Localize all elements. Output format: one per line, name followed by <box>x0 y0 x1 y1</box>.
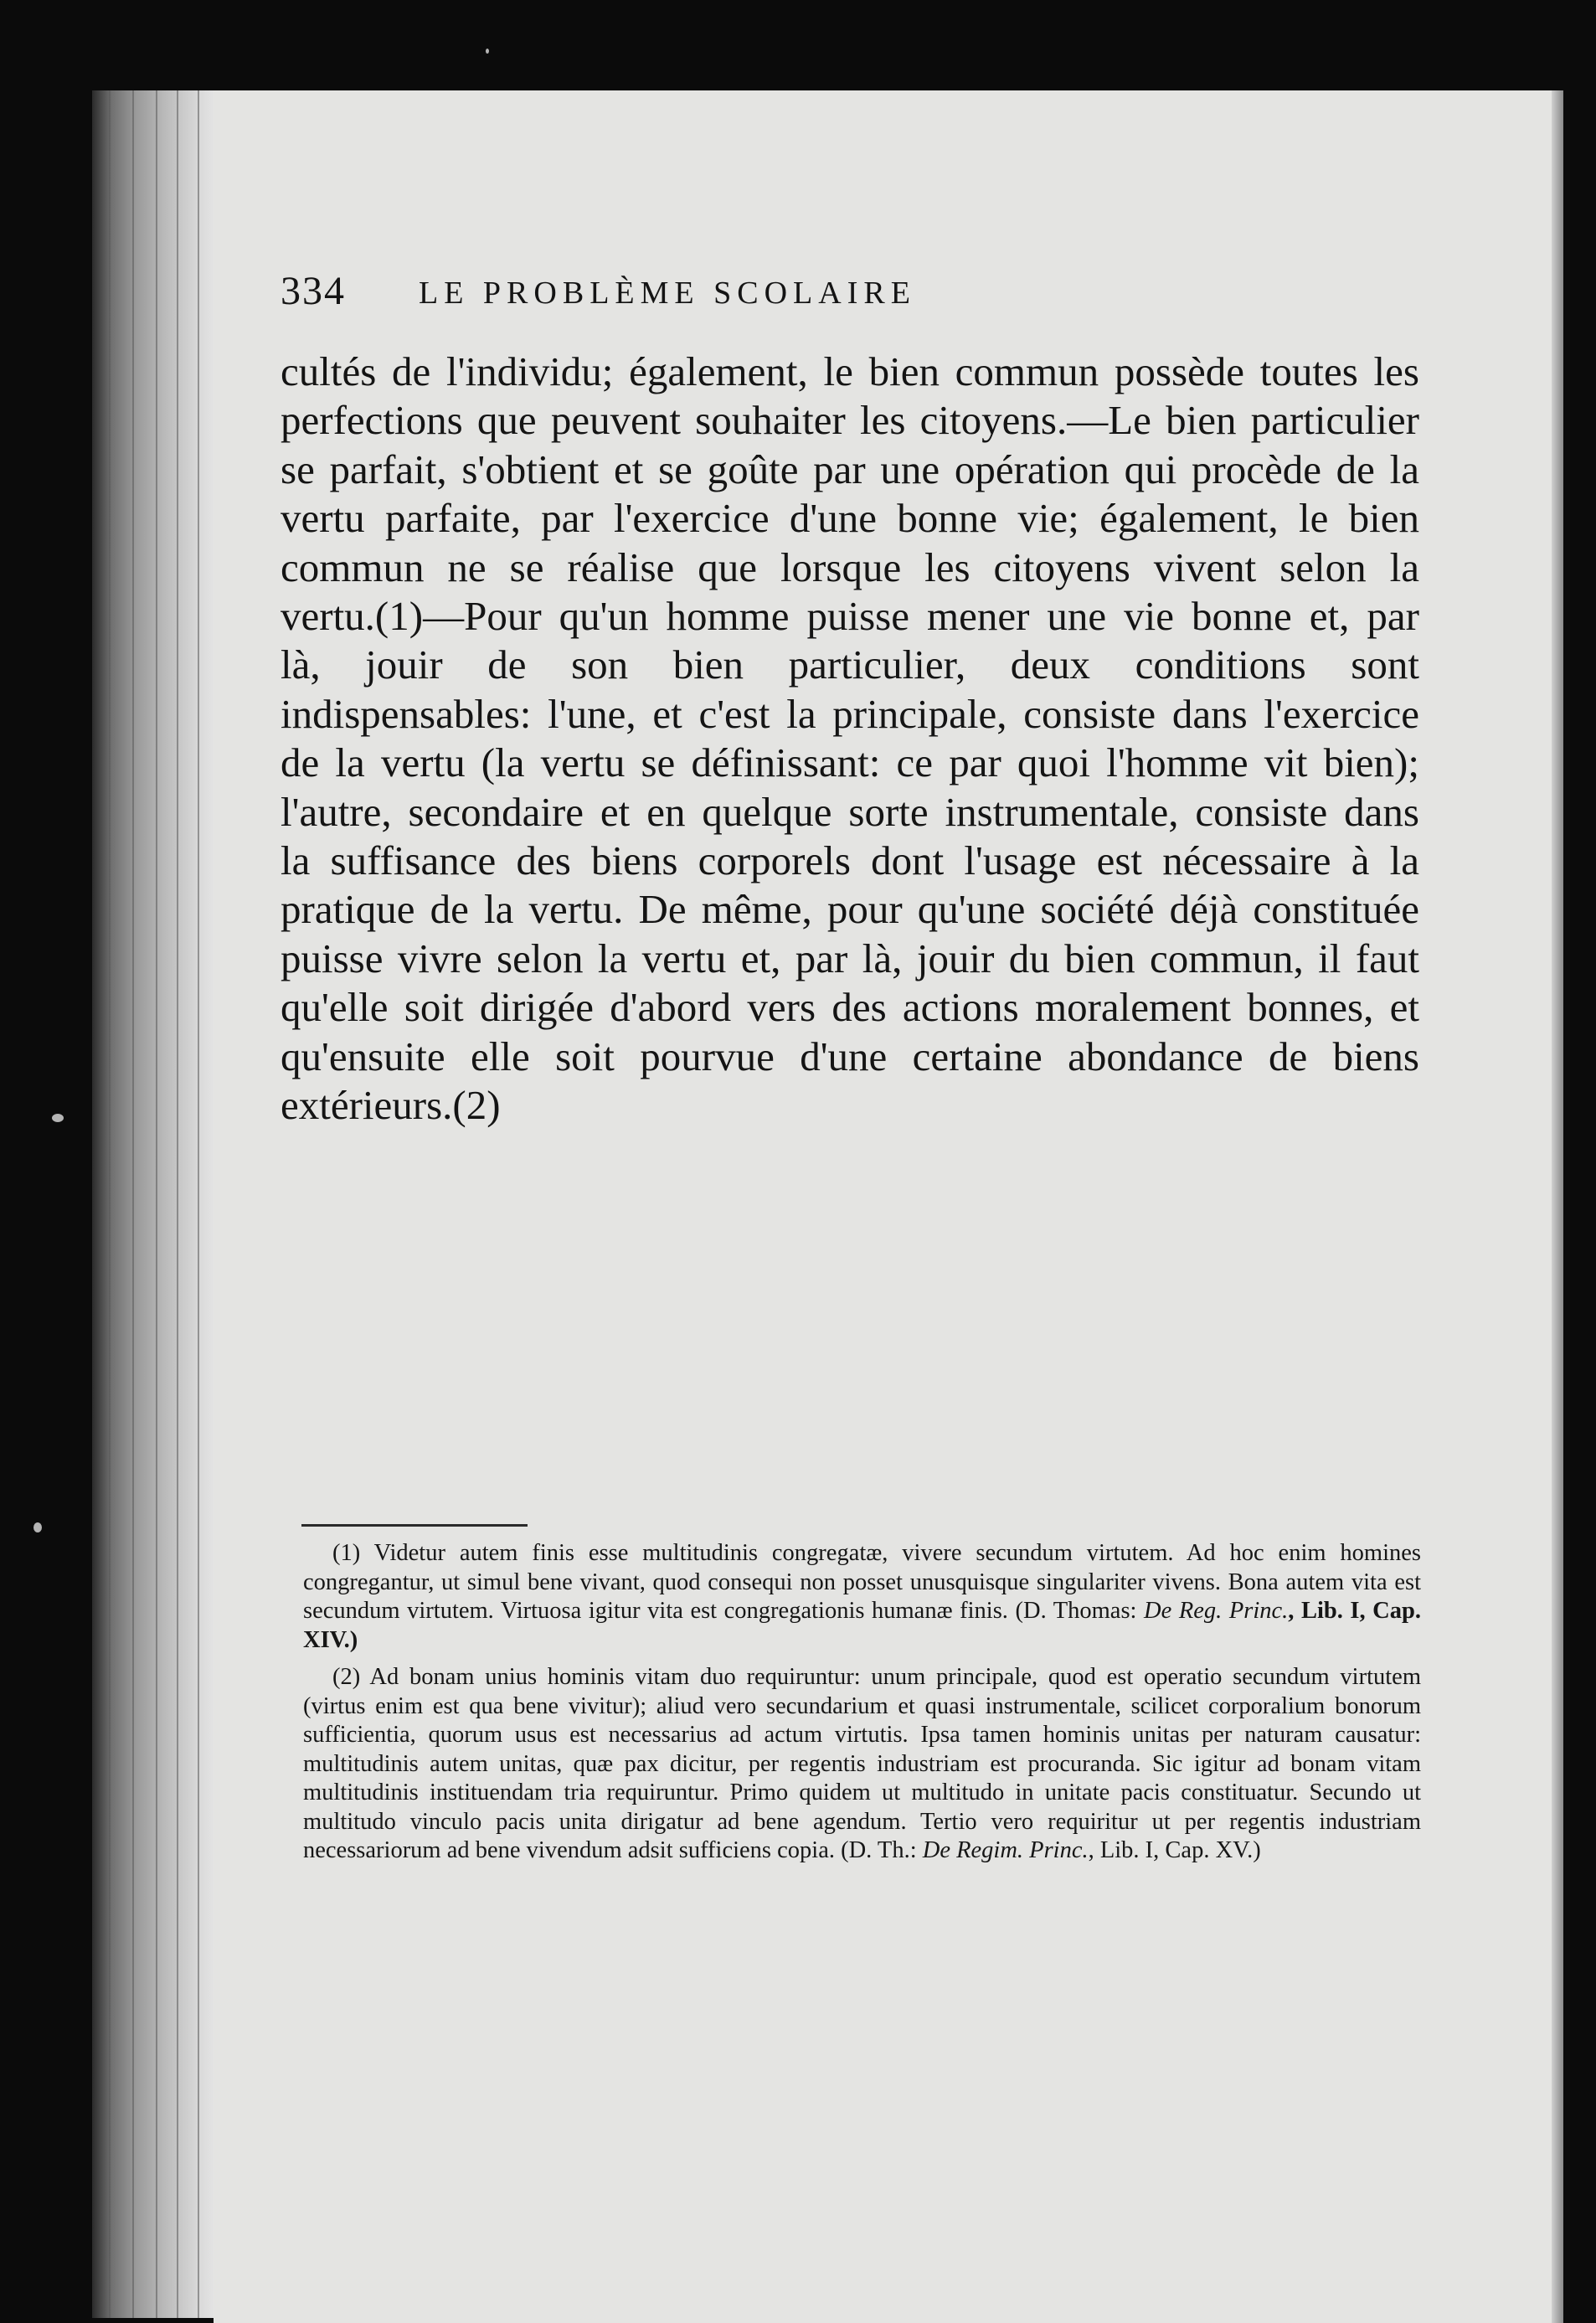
page-header <box>281 268 1496 318</box>
footnotes <box>303 1539 1421 1876</box>
page-number: 334 <box>281 269 346 313</box>
page-edge-shadow <box>1552 90 1563 2323</box>
footnote-1-source-title: De Reg. Princ. <box>1144 1598 1289 1624</box>
footnote-1-source-ref: , Lib. I, Cap. XIV.) <box>303 1598 1421 1653</box>
footnote-2 <box>303 1663 1421 1866</box>
footnote-2-text: (2) Ad bonam unius hominis vitam duo requiruntur: unum principale, quod est operatio secundum virtutem (virtus enim est qua bene vivitur); aliud vero secundarium et quasi instrumentale, scilicet corporalium bonorum sufficientia, quorum usus est necessarius ad actum virtutis. Ipsa tamen hominis unitas per naturam causatur: multitudinis autem unitas, quæ pax dicitur, per regentis industriam est procuranda. Sic igitur ad bonam vitam multitudinis instituendam tria requiruntur. Primo quidem ut multitudo in unitate pacis constituatur. Secundo ut multitudo vinculo pacis unita dirigatur ad bene agendum. Tertio vero requiritur ut per regentis industriam necessariorum ad bene vivendum adsit sufficiens copia. (D. Th.: <box>303 1664 1421 1863</box>
running-title: LE PROBLÈME SCOLAIRE <box>419 276 916 311</box>
footnote-1-text: (1) Videtur autem finis esse multitudinis congregatæ, vivere secundum virtutem. Ad hoc enim homines congregantur, ut simul bene vivant, quod consequi non posset unusquisque singulariter vivens. Bona autem vita est secundum virtutem. Virtuosa igitur vita est congregationis humanæ finis. (D. Thomas: <box>303 1540 1421 1624</box>
footnote-2-source-title: De Regim. Princ. <box>922 1837 1089 1863</box>
footnote-separator <box>301 1524 528 1527</box>
footnote-2-source-ref: , Lib. I, Cap. XV.) <box>1088 1837 1261 1863</box>
book-spine <box>92 90 218 2318</box>
body-paragraph: cultés de l'individu; également, le bien commun possède toutes les perfections que peuvent souhaiter les citoyens.—Le bien particulier se parfait, s'obtient et se goûte par une opération qui procède de la vertu parfaite, par l'exercice d'une bonne vie; également, le bien commun ne se réalise que lorsque les citoyens vivent selon la vertu.(1)—Pour qu'un homme puisse mener une vie bonne et, par là, jouir de son bien particulier, deux conditions sont indispensables: l'une, et c'est la principale, consiste dans l'exercice de la vertu (la vertu se définissant: ce par quoi l'homme vit bien); l'autre, secondaire et en quelque sorte instrumentale, consiste dans la suffisance des biens corporels dont l'usage est nécessaire à la pratique de la vertu. De même, pour qu'une société déjà constituée puisse vivre selon la vertu et, par là, jouir du bien commun, il faut qu'elle soit dirigée d'abord vers des actions moralement bonnes, et qu'ensuite elle soit pourvue d'une certaine abondance de biens extérieurs.(2) <box>281 348 1419 1129</box>
footnote-1 <box>303 1539 1421 1655</box>
